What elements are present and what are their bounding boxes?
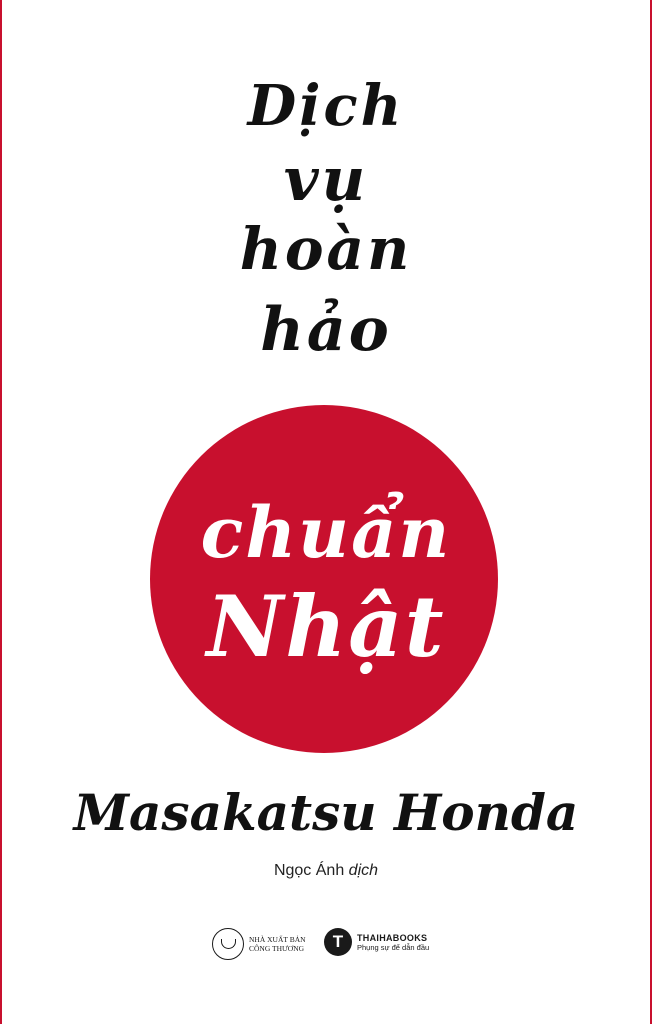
sun-text-line-1: chuẩn — [200, 491, 452, 574]
imprint-text — [357, 933, 429, 952]
translator-name: Ngọc Ánh — [273, 862, 345, 879]
title-line-3: hoàn — [239, 215, 413, 283]
publisher-line-1: NHÀ XUẤT BẢN — [249, 934, 306, 944]
publisher-seal-icon — [212, 928, 244, 960]
publisher-line-2: CÔNG THƯƠNG — [249, 944, 305, 953]
imprint-slogan: Phụng sự để dẫn đầu — [357, 942, 430, 952]
translator-credit — [0, 862, 652, 880]
translator-role: dịch — [348, 862, 379, 879]
title-line-2: vụ — [283, 145, 369, 215]
imprint-name: THAIHABOOKS — [357, 932, 428, 943]
title-line-1: Dịch — [247, 73, 405, 139]
author-name: Masakatsu Honda — [73, 783, 579, 842]
publisher-text — [249, 935, 306, 954]
publisher-block — [212, 928, 306, 960]
sun-text-line-2: Nhật — [206, 577, 446, 676]
title-line-4: hảo — [260, 295, 392, 365]
thaihabooks-logo-icon: T — [324, 928, 352, 956]
imprint-block — [324, 928, 429, 956]
